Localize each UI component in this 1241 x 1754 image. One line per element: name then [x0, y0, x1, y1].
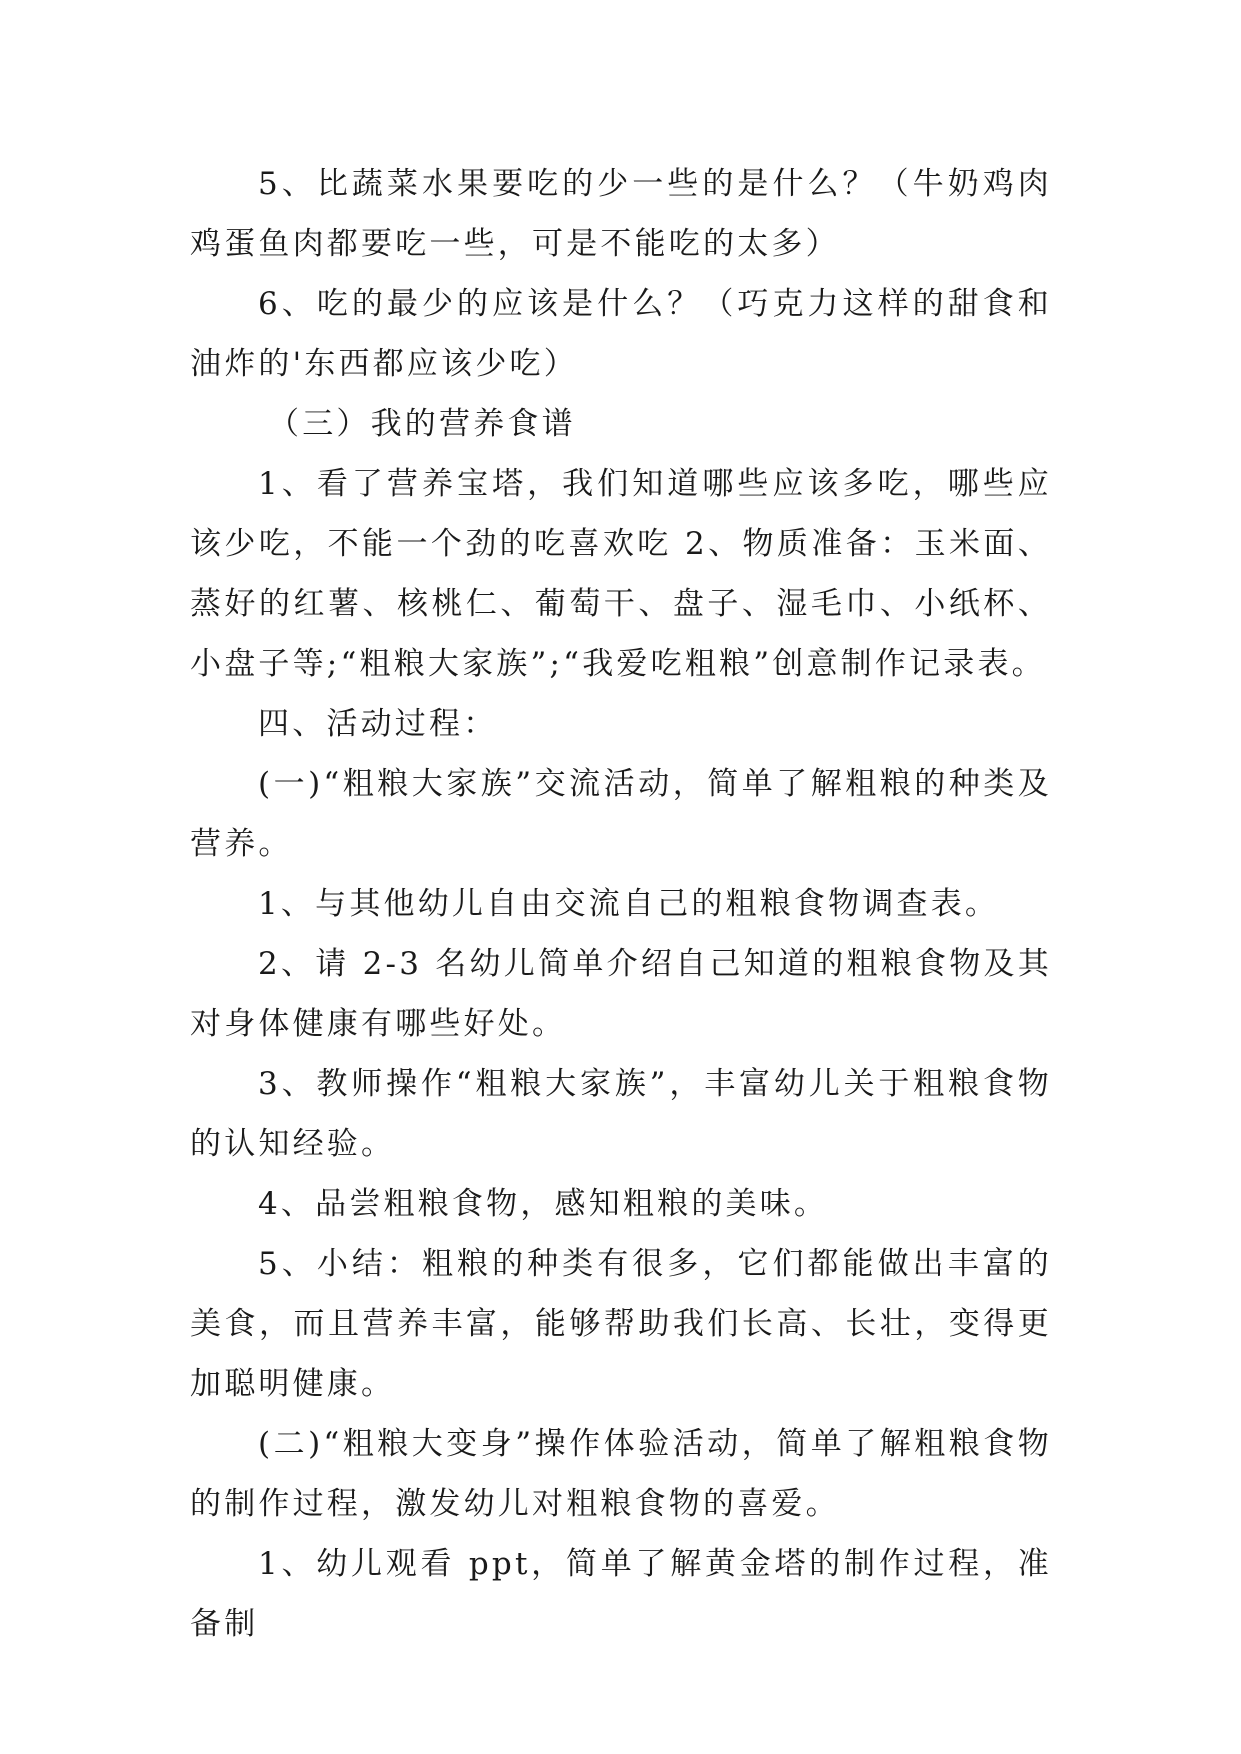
- step-3-teacher: 3、教师操作“粗粮大家族”，丰富幼儿关于粗粮食物的认知经验。: [190, 1066, 1052, 1162]
- section-heading-process: 四、活动过程：: [258, 706, 498, 742]
- subsection-heading-family: (一)“粗粮大家族”交流活动，简单了解粗粮的种类及营养。: [190, 766, 1052, 862]
- step-1-exchange: 1、与其他幼儿自由交流自己的粗粮食物调查表。: [258, 886, 1000, 922]
- document-body: [190, 154, 1052, 1654]
- subsection-heading-transform: (二)“粗粮大变身”操作体验活动，简单了解粗粮食物的制作过程，激发幼儿对粗粮食物的喜爱。: [190, 1426, 1052, 1522]
- step-2-introduce: 2、请 2-3 名幼儿简单介绍自己知道的粗粮食物及其对身体健康有哪些好处。: [190, 946, 1052, 1042]
- step-1-ppt: 1、幼儿观看 ppt，简单了解黄金塔的制作过程，准备制: [190, 1546, 1052, 1642]
- paragraph-item-5: 5、比蔬菜水果要吃的少一些的是什么？（牛奶鸡肉鸡蛋鱼肉都要吃一些，可是不能吃的太多）: [190, 166, 1052, 262]
- step-5-summary: 5、小结：粗粮的种类有很多，它们都能做出丰富的美食，而且营养丰富，能够帮助我们长高、长壮，变得更加聪明健康。: [190, 1246, 1052, 1402]
- paragraph-item-6: 6、吃的最少的应该是什么？（巧克力这样的甜食和油炸的'东西都应该少吃）: [190, 286, 1052, 382]
- step-4-taste: 4、品尝粗粮食物，感知粗粮的美味。: [258, 1186, 829, 1222]
- paragraph-pyramid-materials: 1、看了营养宝塔，我们知道哪些应该多吃，哪些应该少吃，不能一个劲的吃喜欢吃 2、物质准备：玉米面、蒸好的红薯、核桃仁、葡萄干、盘子、湿毛巾、小纸杯、小盘子等;“粗粮大家族”;“我爱吃粗粮”创意制作记录表。: [190, 466, 1052, 682]
- section-heading-recipe: （三）我的营养食谱: [268, 406, 576, 442]
